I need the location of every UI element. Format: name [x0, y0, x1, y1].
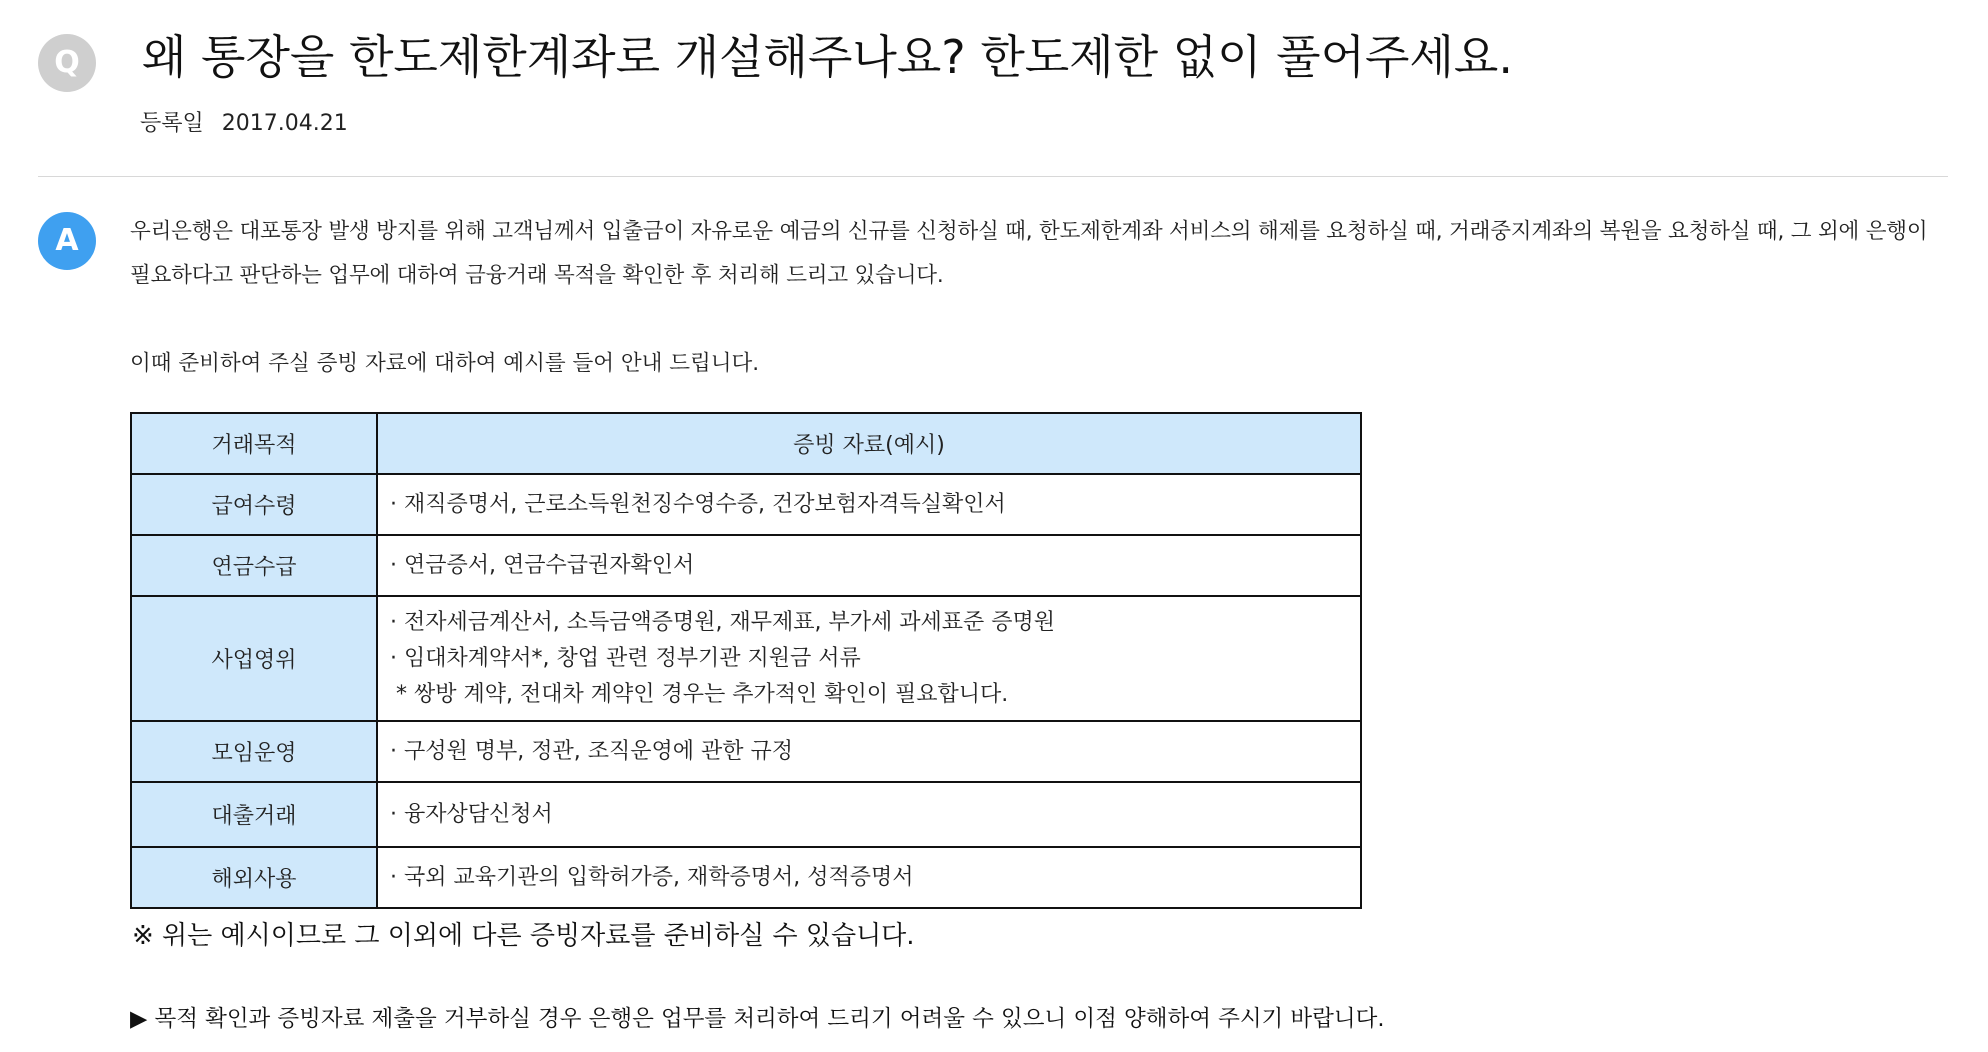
document-line: · 재직증명서, 근로소득원천징수영수증, 건강보험자격득실확인서: [390, 491, 1006, 517]
table-row: [131, 721, 1361, 782]
purpose-cell: 모임운영: [131, 721, 377, 782]
column-header-purpose: 거래목적: [131, 413, 377, 474]
question-badge-icon: Q: [38, 34, 96, 92]
answer-paragraph: 우리은행은 대포통장 발생 방지를 위해 고객님께서 입출금이 자유로운 예금의 신규를 신청하실 때, 한도제한계좌 서비스의 해제를 요청하실 때, 거래중지계좌의 복원을 요청하실 때, 그 외에 은행이 필요하다고 판단하는 업무에 대하여 금융거래 목적을 확인한 후 처리해 드리고 있습니다.: [130, 219, 1928, 288]
purpose-cell: 해외사용: [131, 847, 377, 908]
refusal-warning: ▶ 목적 확인과 증빙자료 제출을 거부하실 경우 은행은 업무를 처리하여 드리기 어려울 수 있으니 이점 양해하여 주시기 바랍니다.: [130, 1006, 1385, 1032]
purpose-cell: 연금수급: [131, 535, 377, 596]
document-line: · 융자상담신청서: [390, 801, 553, 827]
column-header-documents: 증빙 자료(예시): [377, 413, 1361, 474]
purpose-cell: 대출거래: [131, 782, 377, 847]
registered-label: 등록일: [140, 111, 204, 136]
table-row: [131, 474, 1361, 535]
document-footnote: * 쌍방 계약, 전대차 계약인 경우는 추가적인 확인이 필요합니다.: [396, 681, 1009, 707]
document-line: · 국외 교육기관의 입학허가증, 재학증명서, 성적증명서: [390, 864, 914, 890]
purpose-cell: 사업영위: [131, 596, 377, 721]
registered-date: 2017.04.21: [221, 111, 348, 136]
documents-cell: [377, 721, 1361, 782]
purpose-cell: 급여수령: [131, 474, 377, 535]
documents-cell: [377, 596, 1361, 721]
example-note: ※ 위는 예시이므로 그 이외에 다른 증빙자료를 준비하실 수 있습니다.: [132, 921, 915, 951]
documents-cell: [377, 535, 1361, 596]
table-row: [131, 847, 1361, 908]
table-row: [131, 596, 1361, 721]
document-line: · 구성원 명부, 정관, 조직운영에 관한 규정: [390, 738, 793, 764]
table-row: [131, 782, 1361, 847]
divider: [38, 176, 1948, 177]
table-row: [131, 535, 1361, 596]
registration-info: [140, 108, 348, 140]
question-title: 왜 통장을 한도제한계좌로 개설해주나요? 한도제한 없이 풀어주세요.: [142, 30, 1513, 84]
documents-cell: [377, 474, 1361, 535]
document-line: · 임대차계약서*, 창업 관련 정부기관 지원금 서류: [390, 645, 861, 671]
document-line: · 전자세금계산서, 소득금액증명원, 재무제표, 부가세 과세표준 증명원: [390, 609, 1055, 635]
answer-badge-icon: A: [38, 212, 96, 270]
table-header-row: [131, 413, 1361, 474]
evidence-table: [130, 412, 1362, 909]
answer-intro: 이때 준비하여 주실 증빙 자료에 대하여 예시를 들어 안내 드립니다.: [130, 351, 760, 376]
document-line: · 연금증서, 연금수급권자확인서: [390, 552, 695, 578]
documents-cell: [377, 782, 1361, 847]
documents-cell: [377, 847, 1361, 908]
